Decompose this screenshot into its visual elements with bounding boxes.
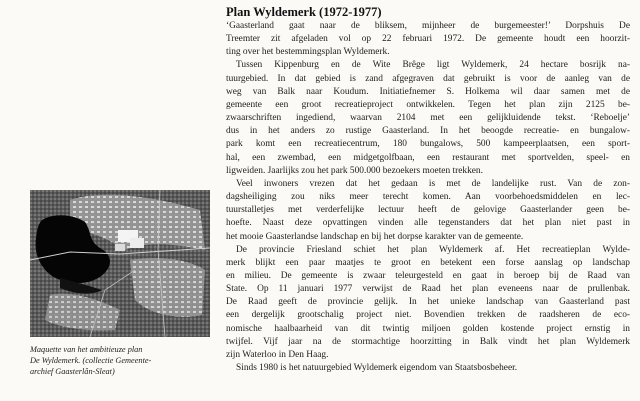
text-line: park komt een recreatiecentrum, 180 bungalows, 500 kampeerplaatsen, een sport-: [226, 139, 630, 150]
text-line: tuurgebied. In dat gebied is zand afgegraven dat gebruikt is voor de aanleg van de: [226, 73, 630, 84]
text-line: Tussen Kippenburg en de Wite Brêge ligt Wyldemerk, 24 hectare bosrijk na-: [236, 60, 630, 71]
text-line: zwaarschriften ingediend, waarvan 2104 met een gelijkluidende tekst. ‘Reboelje’: [226, 113, 630, 124]
text-line: dus in het anders zo rustige Gaasterland. In het beoogde recreatie- en bungalow-: [226, 126, 630, 137]
text-line: hal, een zwembad, een midgetgolfbaan, een restaurant met sportvelden, speel- en: [226, 152, 630, 163]
caption-line: archief Gaasterlân-Sleat): [30, 367, 115, 376]
text-line: twijfel. Vijf jaar na de stormachtige hoorzitting in Balk vindt het plan Wyldemerk: [226, 336, 630, 347]
text-line: hoefte. Naast deze opvattingen vinden alle tegenstanders dat het plan niet past in: [226, 218, 630, 229]
paragraph-inwoners: [226, 178, 630, 244]
site-model-photo: [30, 190, 210, 337]
text-line: gemeente een groot recreatieproject ontwikkelen. Tegen het plan zijn 2125 be-: [226, 99, 630, 110]
text-line: State. Op 11 januari 1977 verwijst de Raad het plan eveneens naar de prullenbak.: [226, 284, 630, 295]
text-line: Veel inwoners vrezen dat het gedaan is met de landelijke rust. Van de zon-: [236, 178, 630, 189]
paragraph-provincie: [226, 244, 630, 362]
text-line: dagsheiliging zou niks meer terecht komen. Aan voorbehoedsmiddelen en lec-: [226, 192, 630, 203]
photo-caption: [30, 344, 215, 377]
text-line: een dergelijk grootschalig project niet. Bovendien trekken de raadsheren de eco-: [226, 310, 630, 321]
text-line: tuurstalletjes met verderfelijke lectuur heeft de gelovige Gaasterlander geen be-: [226, 205, 630, 216]
text-line: Treemter zit afgeladen vol op 22 februari 1972. De gemeente houdt een hoorzit-: [226, 34, 630, 45]
article-title: Plan Wyldemerk (1972-1977): [226, 5, 382, 19]
text-line: nomische haalbaarheid van dit twintig miljoen golden kostende project ernstig in: [226, 323, 630, 334]
caption-line: De Wyldemerk. (collectie Gemeente-: [30, 356, 152, 365]
text-line: ting over het bestemmingsplan Wyldemerk.: [226, 47, 390, 58]
paragraph-plan: [226, 59, 630, 177]
text-line: zijn Waterloo in Den Haag.: [226, 349, 329, 360]
text-line: Sinds 1980 is het natuurgebied Wyldemerk eigendom van Staatsbosbeheer.: [236, 363, 518, 374]
paragraph-hoorzitting: [226, 20, 630, 59]
text-line: De Raad geeft de provincie gelijk. In het unieke landschap van Gaasterland past: [226, 297, 630, 308]
caption-line: Maquette van het ambitieuze plan: [30, 345, 143, 354]
article: [226, 5, 630, 375]
text-line: merk blijkt een paar maatjes te groot en betekent een forse aanslag op landschap: [226, 257, 630, 268]
text-line: weg van Balk naar Koudum. Initiatiefnemer S. Holkema wil daar samen met de: [226, 86, 630, 97]
paragraph-staatsbosbeheer: [226, 362, 630, 375]
site-model-image: [30, 190, 210, 337]
text-line: en milieu. De gemeente is zwaar teleurgesteld en gaat in beroep bij de Raad van: [226, 270, 630, 281]
text-line: De provincie Friesland schiet het plan Wyldemerk af. Het recreatieplan Wylde-: [236, 244, 630, 255]
text-line: ‘Gaasterland gaat naar de bliksem, mijnheer de burgemeester!’ Dorpshuis De: [226, 21, 630, 31]
text-line: ligweiden. Jaarlijks zou het park 500.000 bezoekers moeten trekken.: [226, 165, 483, 176]
text-line: het mooie Gaasterlandse landschap en bij het dorpse karakter van de gemeente.: [226, 231, 524, 242]
